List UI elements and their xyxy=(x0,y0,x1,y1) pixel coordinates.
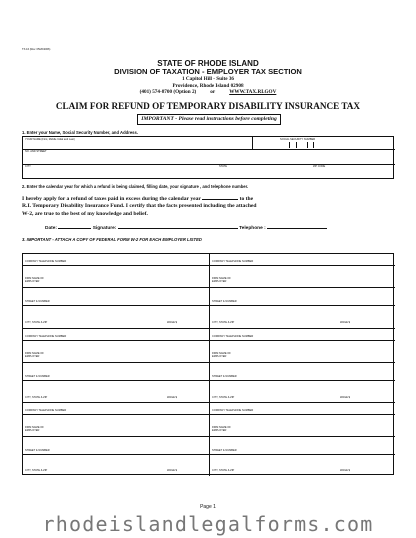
telephone-input[interactable] xyxy=(267,224,327,229)
employer-block-5 xyxy=(23,402,209,476)
city-state-zip-label: CITY, STATE & ZIP xyxy=(212,321,235,324)
header-division: DIVISION OF TAXATION - EMPLOYER TAX SECTION xyxy=(114,67,302,76)
date-label: Date: xyxy=(45,226,57,231)
state-field-label: STATE xyxy=(219,165,227,168)
header-contact xyxy=(0,89,416,95)
ssn-field-label: SOCIAL SECURITY NUMBER xyxy=(280,138,316,141)
firm-name-label: FIRM NAME OF xyxy=(212,352,231,355)
name-input[interactable] xyxy=(23,140,253,149)
form-title: CLAIM FOR REFUND OF TEMPORARY DISABILITY INSURANCE TAX xyxy=(55,101,361,111)
employer-label: EMPLOYER xyxy=(25,355,40,358)
company-phone-label: COMPANY TELEPHONE NUMBER xyxy=(25,409,67,412)
header-or: or xyxy=(210,89,216,95)
header-address-2: Providence, Rhode Island 02908 xyxy=(172,83,244,89)
wage-label: WAGE $ xyxy=(340,469,350,472)
company-phone-label: COMPANY TELEPHONE NUMBER xyxy=(25,335,67,338)
wage-label: WAGE $ xyxy=(167,321,177,324)
city-state-zip-label: CITY, STATE & ZIP xyxy=(212,396,235,399)
city-field-label: CITY xyxy=(25,165,31,168)
city-state-zip-label: CITY, STATE & ZIP xyxy=(25,321,48,324)
street-number-label: STREET & NUMBER xyxy=(212,300,237,303)
street-number-label: STREET & NUMBER xyxy=(25,449,50,452)
company-phone-label: COMPANY TELEPHONE NUMBER xyxy=(212,260,254,263)
employer-label: EMPLOYER xyxy=(25,429,40,432)
street-number-label: STREET & NUMBER xyxy=(25,375,50,378)
wage-label: WAGE $ xyxy=(340,396,350,399)
street-input[interactable] xyxy=(23,153,397,165)
employer-block-3 xyxy=(23,328,209,402)
signature-row xyxy=(45,224,327,231)
step3-label: 3. IMPORTANT - ATTACH A COPY OF FEDERAL FORM W-2 FOR EACH EMPLOYER LISTED xyxy=(22,237,202,242)
important-notice: IMPORTANT - Please read instructions before completing xyxy=(137,114,281,125)
street-number-label: STREET & NUMBER xyxy=(212,449,237,452)
name-field-label: YOUR NAME (First, Middle Initial and Last) xyxy=(25,138,75,141)
header-address-1: 1 Capitol Hill - Suite 36 xyxy=(181,76,235,82)
page-number: Page 1 xyxy=(200,504,216,510)
statement-part1: I hereby apply for a refund of taxes paid in excess during the calendar year xyxy=(22,196,201,202)
firm-name-label: FIRM NAME OF xyxy=(212,426,231,429)
form-id: TX-16 (Rev. 05/26/2006) xyxy=(22,48,51,51)
refund-statement-line2: R.I. Temporary Disability Insurance Fund. I certify that the facts presented including the attached xyxy=(22,203,257,209)
street-field-label: NO. AND STREET xyxy=(25,150,47,153)
employer-label: EMPLOYER xyxy=(212,280,227,283)
signature-input[interactable] xyxy=(118,224,238,229)
telephone-label: Telephone : xyxy=(239,226,266,231)
employer-block-4 xyxy=(210,328,395,402)
employer-label: EMPLOYER xyxy=(25,280,40,283)
employer-label: EMPLOYER xyxy=(212,429,227,432)
city-state-zip-label: CITY, STATE & ZIP xyxy=(25,469,48,472)
company-phone-label: COMPANY TELEPHONE NUMBER xyxy=(212,409,254,412)
refund-statement-line1 xyxy=(22,195,253,202)
statement-part2: to the xyxy=(239,196,254,202)
employer-block-2 xyxy=(210,254,395,328)
step2-label: 2. Enter the calendar year for which a refund is being claimed, filling date, your signature , and telephone number. xyxy=(22,184,249,189)
employer-block-1 xyxy=(23,254,209,328)
firm-name-label: FIRM NAME OF xyxy=(212,277,231,280)
city-state-zip-label: CITY, STATE & ZIP xyxy=(212,469,235,472)
firm-name-label: FIRM NAME OF xyxy=(25,277,44,280)
city-state-zip-input[interactable] xyxy=(23,167,397,179)
watermark-brand: rhodeislandlegalforms.com xyxy=(42,512,374,536)
street-number-label: STREET & NUMBER xyxy=(212,375,237,378)
header-state: STATE OF RHODE ISLAND xyxy=(157,59,259,68)
wage-label: WAGE $ xyxy=(340,321,350,324)
company-phone-label: COMPANY TELEPHONE NUMBER xyxy=(212,335,254,338)
calendar-year-input[interactable] xyxy=(202,195,238,200)
wage-label: WAGE $ xyxy=(167,396,177,399)
employer-grid xyxy=(22,253,394,475)
header-phone: (401) 574-8700 (Option 2) xyxy=(139,89,197,95)
step1-label: 1. Enter your Name, Social Security Number, and Address. xyxy=(22,130,138,135)
employer-block-6 xyxy=(210,402,395,476)
firm-name-label: FIRM NAME OF xyxy=(25,426,44,429)
city-state-zip-label: CITY, STATE & ZIP xyxy=(25,396,48,399)
zip-field-label: ZIP CODE xyxy=(313,165,326,168)
signature-label: Signature: xyxy=(92,226,117,231)
employer-label: EMPLOYER xyxy=(212,355,227,358)
refund-statement-line3: W-2, are true to the best of my knowledge and belief. xyxy=(22,211,148,217)
header-website-link[interactable]: WWW.TAX.RI.GOV xyxy=(229,89,277,95)
street-number-label: STREET & NUMBER xyxy=(25,300,50,303)
firm-name-label: FIRM NAME OF xyxy=(25,352,44,355)
company-phone-label: COMPANY TELEPHONE NUMBER xyxy=(25,260,67,263)
date-input[interactable] xyxy=(58,224,91,229)
wage-label: WAGE $ xyxy=(167,469,177,472)
